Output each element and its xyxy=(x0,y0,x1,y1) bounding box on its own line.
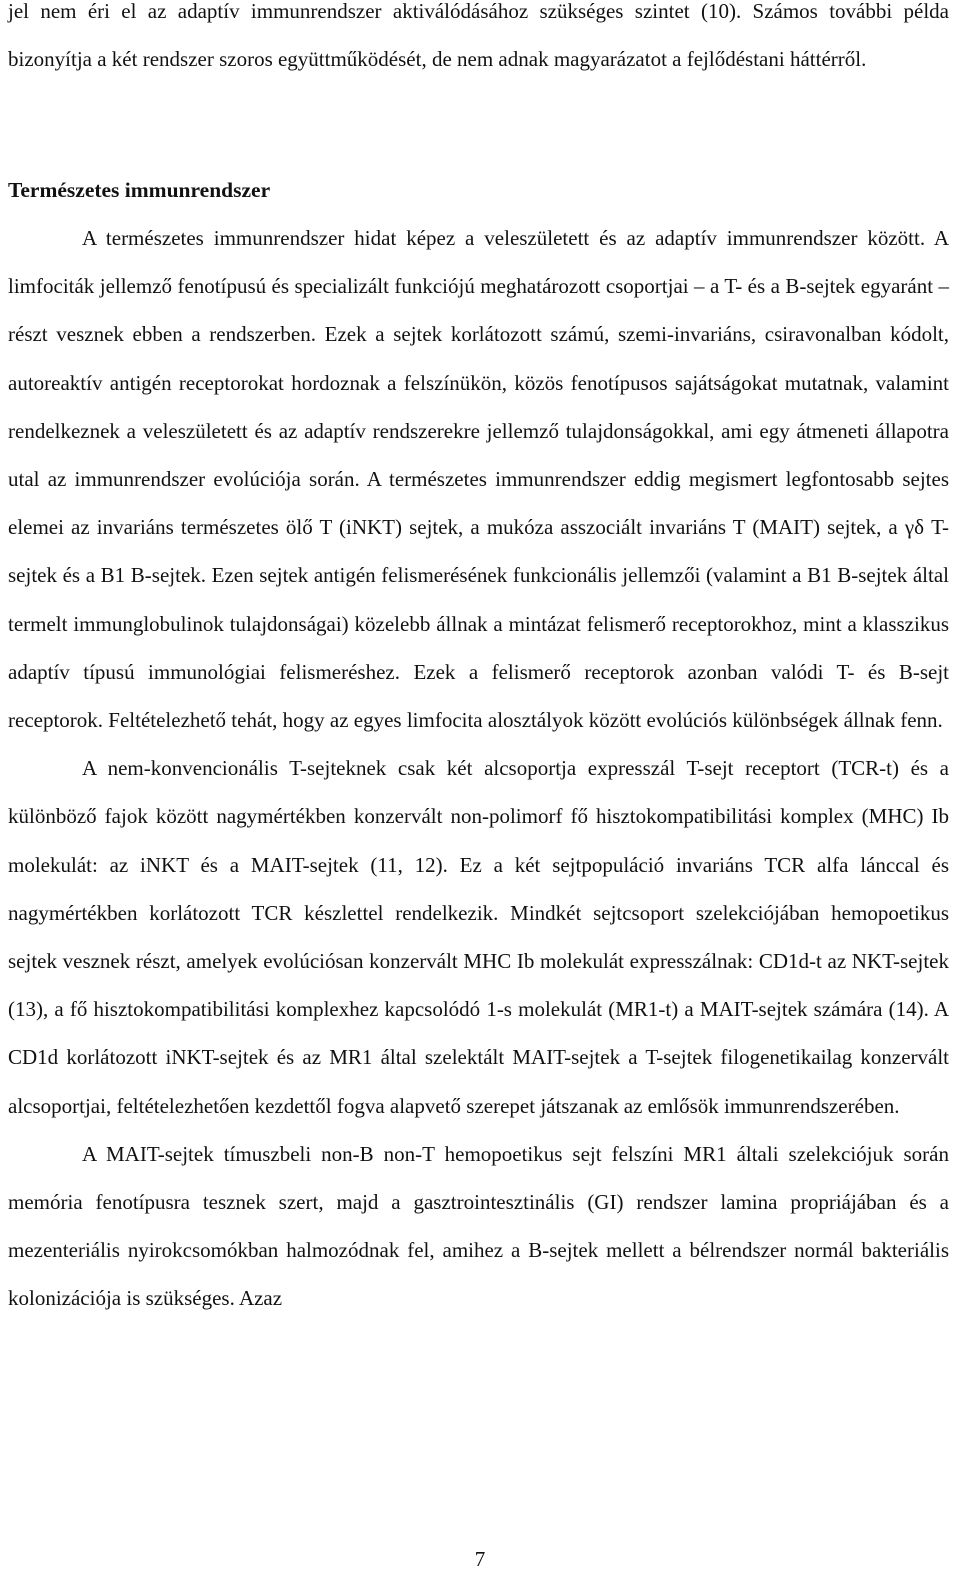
body-paragraph-1: A természetes immunrendszer hidat képez a veleszületett és az adaptív immunrendszer között. A limfociták jellemző fenotípusú és specializált funkciójú meghatározott csoportjai – a T- és a B-sejtek egyaránt – részt vesznek ebben a rendszerben. Ezek a sejtek korlátozott számú, szemi-invariáns, csiravonalban kódolt, autoreaktív antigén receptorokat hordoznak a felszínükön, közös fenotípusos sajátságokat mutatnak, valamint rendelkeznek a veleszületett és az adaptív rendszerekre jellemző tulajdonságokkal, ami egy átmeneti állapotra utal az immunrendszer evolúciója során. A természetes immunrendszer eddig megismert legfontosabb sejtes elemei az invariáns természetes ölő T (iNKT) sejtek, a mukóza asszociált invariáns T (MAIT) sejtek, a γδ T-sejtek és a B1 B-sejtek. Ezen sejtek antigén felismerésének funkcionális jellemzői (valamint a B1 B-sejtek által termelt immunglobulinok tulajdonságai) közelebb állnak a mintázat felismerő receptorokhoz, mint a klasszikus adaptív típusú immunológiai felismeréshez. Ezek a felismerő receptorok azonban valódi T- és B-sejt receptorok. Feltételezhető tehát, hogy az egyes limfocita alosztályok között evolúciós különbségek állnak fenn. xyxy=(8,226,949,733)
intro-paragraph: jel nem éri el az adaptív immunrendszer aktiválódásához szükséges szintet (10). Számos további példa bizonyítja a két rendszer szoros együttműködését, de nem adnak magyarázatot a fejlődéstani háttérről. xyxy=(8,0,949,72)
page-number: 7 xyxy=(474,1547,486,1571)
section-heading: Természetes immunrendszer xyxy=(8,178,271,202)
section-heading-block xyxy=(8,166,949,214)
section-body xyxy=(8,214,949,1323)
intro-text-block xyxy=(8,0,949,83)
body-paragraph-2: A nem-konvencionális T-sejteknek csak két alcsoportja expresszál T-sejt receptort (TCR-t) és a különböző fajok között nagymértékben konzervált non-polimorf fő hisztokompatibilitási komplex (MHC) Ib molekulát: az iNKT és a MAIT-sejtek (11, 12). Ez a két sejtpopuláció invariáns TCR alfa lánccal és nagymértékben korlátozott TCR készlettel rendelkezik. Mindkét sejtcsoport szelekciójában hemopoetikus sejtek vesznek részt, amelyek evolúciósan konzervált MHC Ib molekulát expresszálnak: CD1d-t az NKT-sejtek (13), a fő hisztokompatibilitási komplexhez kapcsolódó 1-s molekulát (MR1-t) a MAIT-sejtek számára (14). A CD1d korlátozott iNKT-sejtek és az MR1 által szelektált MAIT-sejtek a T-sejtek filogenetikailag konzervált alcsoportjai, feltételezhetően kezdettől fogva alapvető szerepet játszanak az emlősök immunrendszerében. xyxy=(8,756,949,1118)
body-paragraph-3: A MAIT-sejtek tímuszbeli non-B non-T hemopoetikus sejt felszíni MR1 általi szelekciójuk során memória fenotípusra tesznek szert, majd a gasztrointesztinális (GI) rendszer lamina propriájában és a mezenteriális nyirokcsomókban halmozódnak fel, amihez a B-sejtek mellett a bélrendszer normál bakteriális kolonizációja is szükséges. Azaz xyxy=(8,1141,949,1311)
